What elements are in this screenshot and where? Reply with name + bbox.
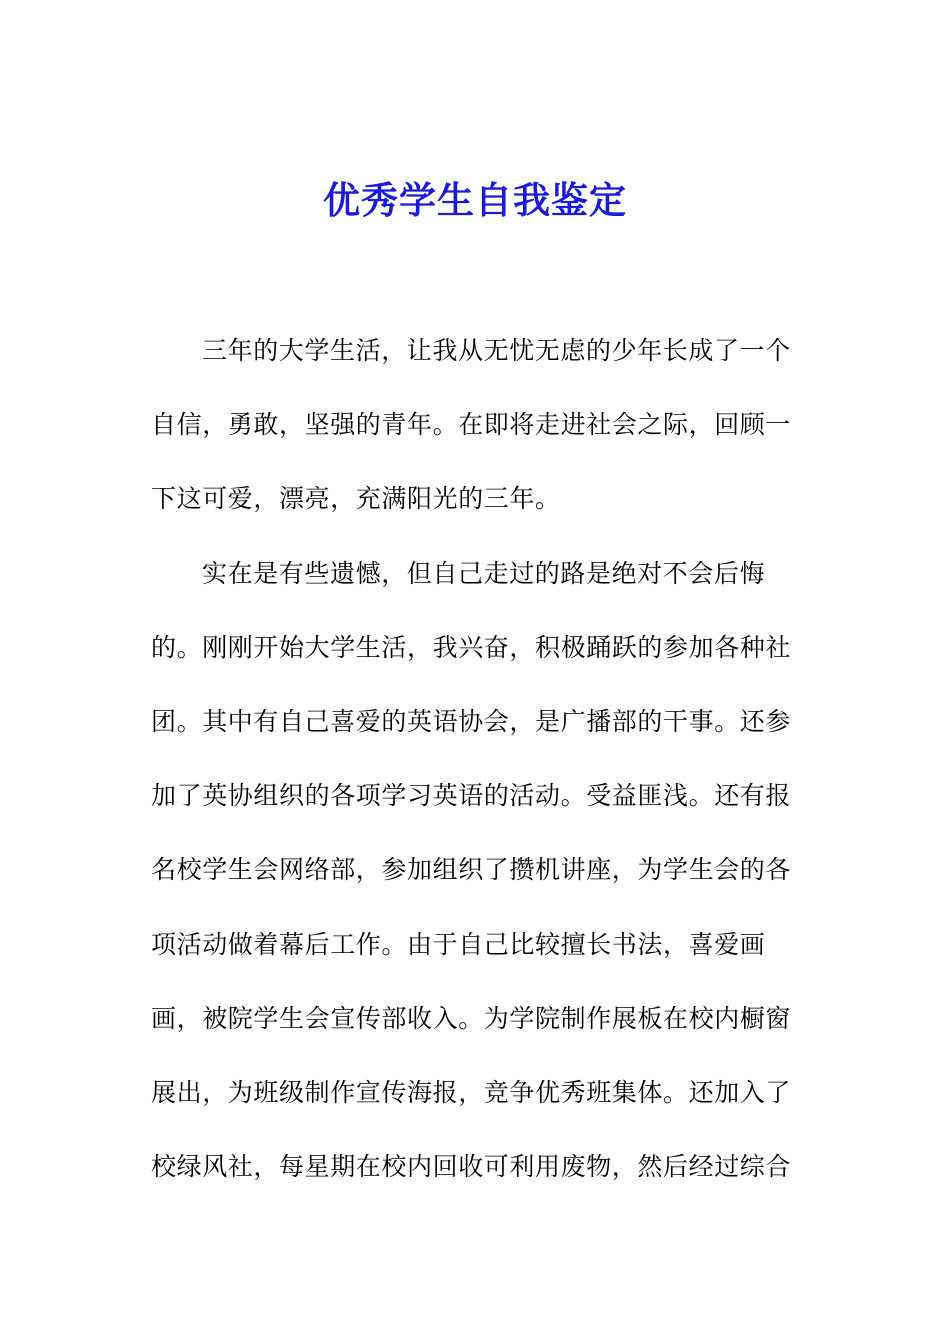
paragraph-line: 实在是有些遗憾，但自己走过的路是绝对不会后悔 — [202, 558, 766, 588]
paragraph-line: 展出，为班级制作宣传海报，竞争优秀班集体。还加入了 — [151, 1077, 792, 1107]
document-body — [151, 325, 791, 1215]
paragraph-line: 画，被院学生会宣传部收入。为学院制作展板在校内橱窗 — [151, 1003, 792, 1033]
paragraph-line: 自信，勇敢，坚强的青年。在即将走进社会之际，回顾一 — [151, 410, 792, 440]
paragraph-line: 下这可爱，漂亮，充满阳光的三年。 — [151, 484, 561, 514]
paragraph-line: 三年的大学生活，让我从无忧无虑的少年长成了一个 — [202, 336, 791, 365]
paragraph-line: 加了英协组织的各项学习英语的活动。受益匪浅。还有报 — [151, 781, 792, 811]
paragraph-line: 项活动做着幕后工作。由于自己比较擅长书法，喜爱画 — [151, 929, 766, 959]
document-title: 优秀学生自我鉴定 — [323, 179, 627, 222]
paragraph-line: 名校学生会网络部，参加组织了攒机讲座，为学生会的各 — [151, 855, 792, 885]
paragraph-line: 团。其中有自己喜爱的英语协会，是广播部的干事。还参 — [151, 706, 792, 736]
paragraph-line: 校绿风社，每星期在校内回收可利用废物，然后经过综合 — [151, 1152, 792, 1182]
paragraph-line: 的。刚刚开始大学生活，我兴奋，积极踊跃的参加各种社 — [151, 632, 792, 662]
